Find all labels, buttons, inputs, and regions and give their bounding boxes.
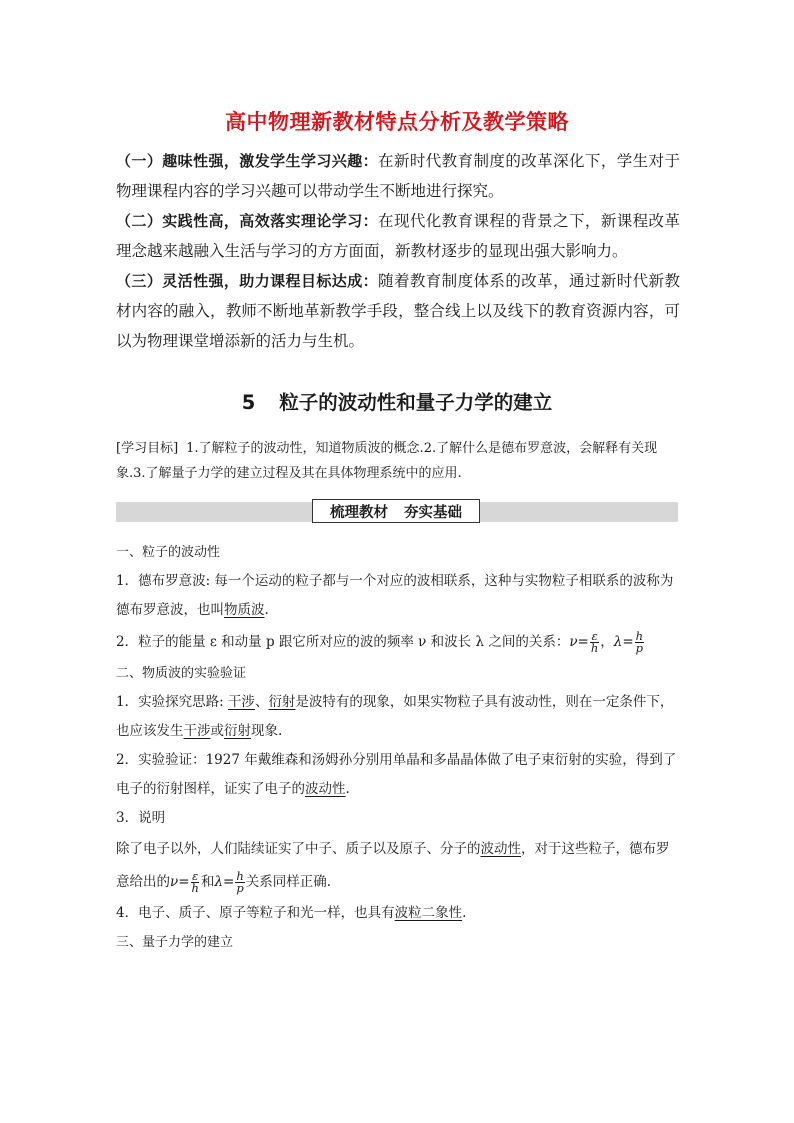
term-interference-2: 干涉 [183,723,211,739]
formula-and: 和 [200,874,215,890]
fraction-h-p [635,631,644,654]
intro-block [116,146,680,356]
fraction-numerator: ε [192,869,199,883]
formula-lambda-2: λ= [214,874,235,890]
chapter-number: 5 [241,391,256,414]
body-content [116,538,682,957]
section2-item4 [116,833,682,899]
section2-item1-end: 现象. [251,723,283,739]
fraction-denominator: p [635,641,644,655]
fraction-numerator: h [236,869,244,883]
header-title: 高中物理新教材特点分析及教学策略 [225,110,569,134]
fraction-denominator: h [590,641,599,655]
chapter-title-text: 粒子的波动性和量子力学的建立 [279,391,553,414]
section2-item1-text: 1．实验探究思路: [116,694,228,710]
section1-item1-text: 1．德布罗意波: 每一个运动的粒子都与一个对应的波相联系，这种与实物粒子相联系的波称为德布罗意波，也叫 [116,573,674,618]
term-matter-wave: 物质波 [224,602,265,618]
intro-paragraph-3 [116,266,680,356]
term-diffraction: 衍射 [268,694,296,710]
term-diffraction-2: 衍射 [224,723,251,739]
chapter-title [0,387,794,415]
section2-item5-text: 4．电子、质子、原子等粒子和光一样，也具有 [116,905,395,921]
section2-item5 [116,899,682,928]
section1-item2 [116,625,682,659]
intro-text-3: 随着教育制度体系的改革，通过新时代新教材内容的融入，教师不断地革新教学手段，整合线上以及线下的教育资源内容，可以为物理课堂增添新的活力与生机。 [116,272,680,350]
section-banner [312,499,480,523]
formula-separator: ， [600,634,614,650]
goals-text: 1.了解粒子的波动性，知道物质波的概念.2.了解什么是德布罗意波，会解释有关现象.3.了解量子力学的建立过程及其在具体物理系统中的应用. [116,441,658,481]
goals-label: [学习目标] [116,441,179,456]
intro-paragraph-1 [116,146,680,206]
section2-item1-or: 或 [210,723,224,739]
fraction-h-p-2 [235,871,244,894]
section2-item4-end: 关系同样正确. [245,874,332,890]
intro-paragraph-2 [116,206,680,266]
section2-item5-end: . [462,905,467,921]
intro-lead-1: （一）趣味性强，激发学生学习兴趣： [116,152,379,170]
section2-item3: 3．说明 [116,810,166,826]
term-wave-particle-duality: 波粒二象性 [394,905,463,921]
section2-item4-mid: ，对于这些粒子，德布罗意给出的 [116,841,670,890]
intro-lead-3: （三）灵活性强，助力课程目标达成： [116,272,379,290]
fraction-eps-h-2 [191,871,200,894]
section2-item4-text: 除了电子以外，人们陆续证实了中子、质子以及原子、分子的 [116,841,481,857]
section2-item2-text: 2．实验验证：1927 年戴维森和汤姆孙分别用单晶和多晶晶体做了电子束衍射的实验，得到了电子的衍射图样，证实了电子的 [116,752,677,797]
fraction-denominator: p [236,881,244,895]
intro-lead-2: （二）实践性高，高效落实理论学习： [116,212,379,230]
section1-item1-end: . [264,602,269,618]
section2-heading: 二、物质波的实验验证 [116,666,247,681]
section1-heading: 一、粒子的波动性 [116,545,221,560]
intro-text-2: 在现代化教育课程的背景之下，新课程改革理念越来越融入生活与学习的方方面面，新教材逐步的显现出强大影响力。 [116,212,680,260]
formula-nu: ν= [569,634,589,650]
section2-item1 [116,688,682,746]
section1-item1 [116,567,682,625]
term-wave-nature: 波动性 [305,781,346,797]
learning-goals [116,436,682,486]
section1-item2-text: 2．粒子的能量 ε 和动量 p 跟它所对应的波的频率 ν 和波长 λ 之间的关系： [116,634,570,650]
banner-left-label: 梳理教材 [330,504,388,521]
section2-item1-sep: 、 [254,694,269,710]
intro-text-1: 在新时代教育制度的改革深化下，学生对于物理课程内容的学习兴趣可以带动学生不断地进行探究。 [116,152,680,200]
term-wave-nature-2: 波动性 [480,841,521,857]
banner-right-label: 夯实基础 [404,504,462,521]
section2-item1-mid: 是波特有的现象，如果实物粒子具有波动性，则在一定条件下，也应该发生 [116,694,674,739]
fraction-denominator: h [191,881,199,895]
fraction-numerator: ε [591,629,598,643]
formula-lambda: λ= [613,634,634,650]
section2-item2 [116,746,682,804]
section3-heading: 三、量子力学的建立 [116,935,234,950]
formula-nu-2: ν= [170,874,190,890]
term-interference: 干涉 [227,694,255,710]
fraction-numerator: h [635,629,644,643]
fraction-eps-h [590,631,599,654]
section2-item2-end: . [345,781,350,797]
